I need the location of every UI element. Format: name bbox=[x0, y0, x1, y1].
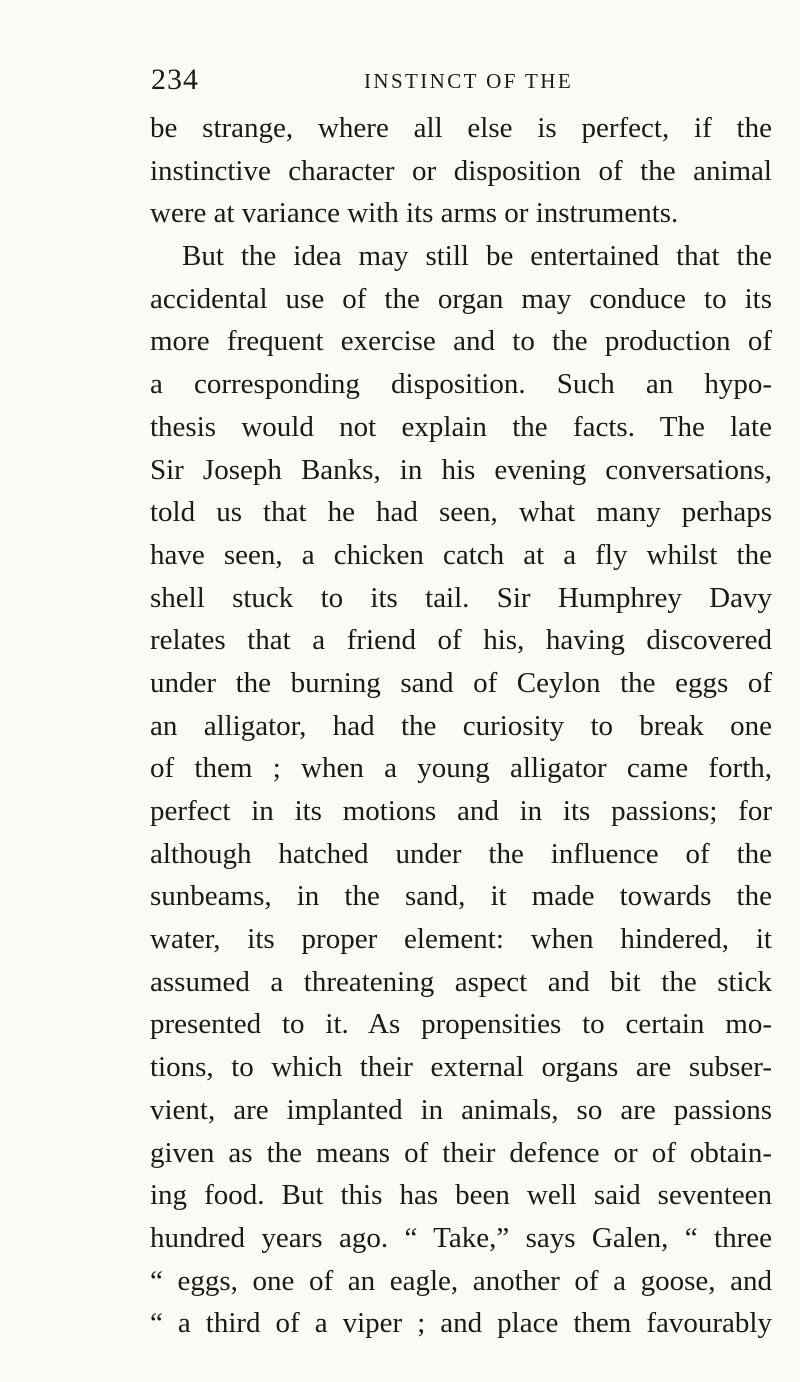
text-line: an alligator, had the curiosity to break one bbox=[150, 709, 772, 742]
text-line: water, its proper element: when hindered, it bbox=[150, 923, 772, 956]
text-line: ing food. But this has been well said seventeen bbox=[150, 1179, 772, 1212]
text-line: perfect in its motions and in its passions; for bbox=[150, 795, 772, 827]
text-line: “ a third of a viper ; and place them favourably bbox=[150, 1307, 772, 1340]
text-line: under the burning sand of Ceylon the eggs of bbox=[150, 666, 772, 699]
text-line: relates that a friend of his, having discovered bbox=[150, 624, 772, 657]
text-line: “ eggs, one of an eagle, another of a goose, and bbox=[150, 1264, 772, 1297]
text-line: more frequent exercise and to the production of bbox=[150, 325, 772, 358]
text-line: assumed a threatening aspect and bit the stick bbox=[150, 965, 772, 998]
text-line: given as the means of their defence or of obtain- bbox=[150, 1136, 772, 1169]
text-line: were at variance with its arms or instruments. bbox=[150, 197, 679, 230]
text-line: But the idea may still be entertained that the bbox=[182, 240, 772, 273]
text-line: instinctive character or disposition of the animal bbox=[150, 154, 772, 187]
text-line: told us that he had seen, what many perhaps bbox=[150, 496, 772, 529]
text-line: shell stuck to its tail. Sir Humphrey Davy bbox=[150, 581, 772, 614]
text-line: hundred years ago. “ Take,” says Galen, “ three bbox=[150, 1221, 772, 1254]
text-line: accidental use of the organ may conduce to its bbox=[150, 282, 772, 315]
text-line: sunbeams, in the sand, it made towards the bbox=[150, 880, 772, 913]
text-line: of them ; when a young alligator came forth, bbox=[150, 752, 772, 785]
text-line: Sir Joseph Banks, in his evening conversations, bbox=[150, 453, 772, 486]
text-line: thesis would not explain the facts. The late bbox=[150, 410, 772, 443]
page-header bbox=[151, 62, 771, 102]
text-line: tions, to which their external organs are subser- bbox=[150, 1051, 772, 1084]
text-line: presented to it. As propensities to certain mo- bbox=[150, 1008, 772, 1041]
page-number: 234 bbox=[151, 63, 199, 96]
text-line: have seen, a chicken catch at a fly whilst the bbox=[150, 538, 772, 571]
text-line: vient, are implanted in animals, so are passions bbox=[150, 1093, 772, 1126]
running-title: INSTINCT OF THE bbox=[364, 69, 574, 93]
text-line: a corresponding disposition. Such an hypo- bbox=[150, 368, 772, 401]
text-line: although hatched under the influence of the bbox=[150, 837, 772, 870]
body-text bbox=[150, 107, 772, 1345]
text-line: be strange, where all else is perfect, if the bbox=[150, 112, 772, 144]
